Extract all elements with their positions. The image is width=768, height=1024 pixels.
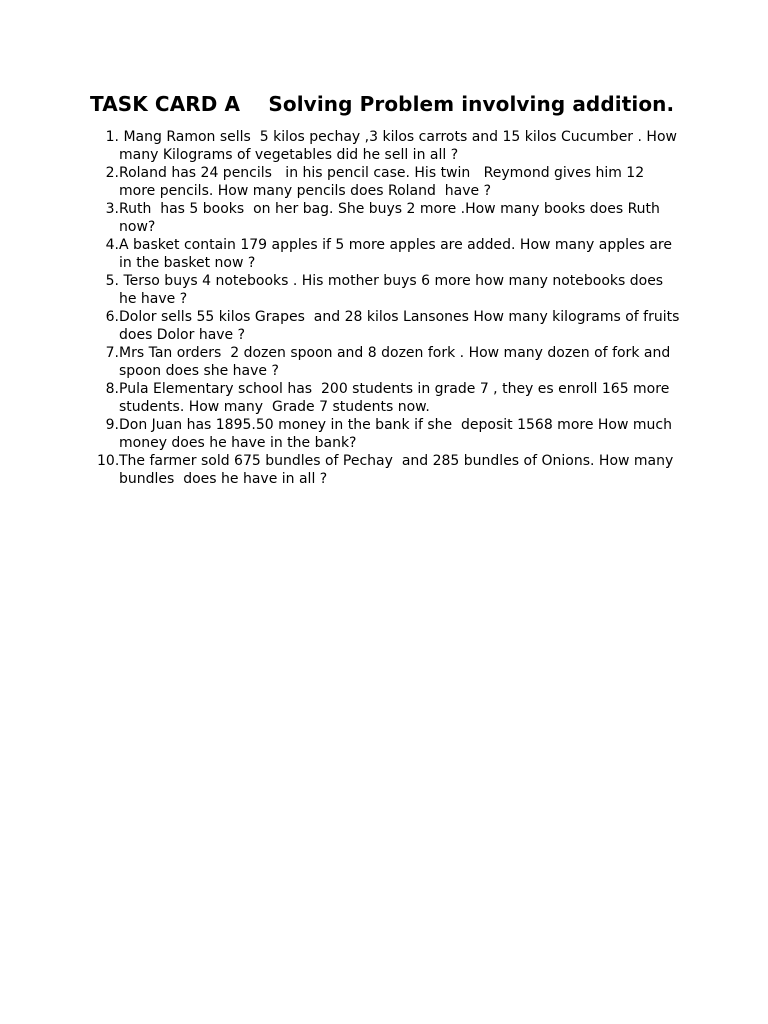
problem-text (119, 308, 690, 344)
problem-number: 8. (105, 381, 119, 397)
list-item (90, 200, 690, 236)
problem-text (119, 236, 690, 272)
problem-number: 7. (105, 345, 119, 361)
problem-number: 4. (105, 237, 119, 253)
problem-text (119, 164, 690, 200)
problem-line: Mrs Tan orders 2 dozen spoon and 8 dozen fork . How many dozen of fork and (119, 345, 671, 361)
problem-number: 9. (105, 417, 119, 433)
problem-line: money does he have in the bank? (119, 435, 357, 451)
list-item (90, 452, 690, 488)
problem-number: 10. (97, 453, 120, 469)
list-item (90, 236, 690, 272)
problem-text (119, 344, 690, 380)
list-item (90, 344, 690, 380)
problem-number: 1. (105, 129, 119, 145)
problem-number: 3. (105, 201, 119, 217)
problem-line: bundles does he have in all ? (119, 471, 328, 487)
problem-line: The farmer sold 675 bundles of Pechay and 285 bundles of Onions. How many (119, 453, 674, 469)
problem-line: does Dolor have ? (119, 327, 246, 343)
problem-list (90, 128, 690, 488)
problem-text (119, 272, 690, 308)
problem-number: 2. (105, 165, 119, 181)
list-item (90, 128, 690, 164)
problem-text (119, 416, 690, 452)
problem-line: many Kilograms of vegetables did he sell in all ? (119, 147, 459, 163)
problem-line: A basket contain 179 apples if 5 more apples are added. How many apples are (119, 237, 672, 253)
problem-line: Roland has 24 pencils in his pencil case. His twin Reymond gives him 12 (119, 165, 645, 181)
problem-line: spoon does she have ? (119, 363, 279, 379)
problem-line: Terso buys 4 notebooks . His mother buys 6 more how many notebooks does (119, 273, 664, 289)
list-item (90, 272, 690, 308)
problem-text (119, 380, 690, 416)
page-title: TASK CARD A Solving Problem involving addition. (90, 92, 675, 116)
list-item (90, 164, 690, 200)
problem-number: 6. (105, 309, 119, 325)
problem-line: Mang Ramon sells 5 kilos pechay ,3 kilos carrots and 15 kilos Cucumber . How (119, 129, 677, 145)
problem-text (119, 452, 690, 488)
problem-text (119, 200, 690, 236)
problem-text (119, 128, 690, 164)
problem-line: Ruth has 5 books on her bag. She buys 2 more .How many books does Ruth (119, 201, 660, 217)
problem-line: Don Juan has 1895.50 money in the bank if she deposit 1568 more How much (119, 417, 672, 433)
problem-line: Pula Elementary school has 200 students in grade 7 , they es enroll 165 more (119, 381, 670, 397)
problem-line: students. How many Grade 7 students now. (119, 399, 430, 415)
problem-line: now? (119, 219, 156, 235)
problem-number: 5. (105, 273, 119, 289)
problem-line: Dolor sells 55 kilos Grapes and 28 kilos Lansones How many kilograms of fruits (119, 309, 680, 325)
problem-line: in the basket now ? (119, 255, 256, 271)
list-item (90, 380, 690, 416)
problem-line: he have ? (119, 291, 188, 307)
problem-line: more pencils. How many pencils does Roland have ? (119, 183, 492, 199)
list-item (90, 416, 690, 452)
list-item (90, 308, 690, 344)
